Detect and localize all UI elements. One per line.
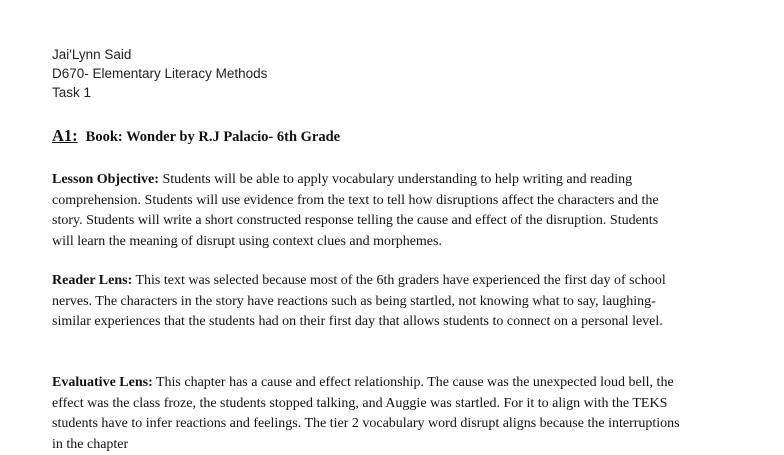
- section-marker: A1:: [52, 126, 78, 145]
- document-header: [52, 45, 267, 102]
- course-title: D670- Elementary Literacy Methods: [52, 64, 267, 83]
- section-heading: [52, 126, 340, 147]
- paragraph-line: in the chapter: [52, 435, 742, 455]
- paragraph-line: [52, 271, 742, 292]
- paragraph-line: similar experiences that the students had on their first day that allows students to connect on a personal level.: [52, 312, 742, 333]
- paragraph-line: nerves. The characters in the story have reactions such as being startled, not knowing what to say, laughing-: [52, 292, 742, 313]
- paragraph-line: comprehension. Students will use evidence from the text to tell how disruptions affect the characters and the: [52, 191, 742, 212]
- lesson-objective-paragraph: [52, 170, 742, 252]
- paragraph-line: students have to infer reactions and feelings. The tier 2 vocabulary word disrupt aligns because the interruptions: [52, 414, 742, 435]
- paragraph-line: [52, 170, 742, 191]
- paragraph-text: Students will be able to apply vocabulary understanding to help writing and reading: [159, 172, 632, 187]
- paragraph-line: will learn the meaning of disrupt using context clues and morphemes.: [52, 232, 742, 253]
- evaluative-lens-label: Evaluative Lens:: [52, 375, 153, 390]
- section-title: Book: Wonder by R.J Palacio- 6th Grade: [86, 129, 340, 145]
- paragraph-text: This text was selected because most of the 6th graders have experienced the first day of school: [132, 273, 666, 288]
- evaluative-lens-paragraph: [52, 373, 742, 455]
- lesson-objective-label: Lesson Objective:: [52, 172, 159, 187]
- reader-lens-paragraph: [52, 271, 742, 333]
- paragraph-text: This chapter has a cause and effect relationship. The cause was the unexpected loud bell, the: [153, 375, 674, 390]
- reader-lens-label: Reader Lens:: [52, 273, 132, 288]
- author-name: Jai'Lynn Said: [52, 45, 267, 64]
- task-label: Task 1: [52, 83, 267, 102]
- paragraph-line: effect was the class froze, the students stopped talking, and Auggie was startled. For it to align with the TEKS: [52, 394, 742, 415]
- paragraph-line: story. Students will write a short constructed response telling the cause and effect of the disruption. Students: [52, 211, 742, 232]
- paragraph-line: [52, 373, 742, 394]
